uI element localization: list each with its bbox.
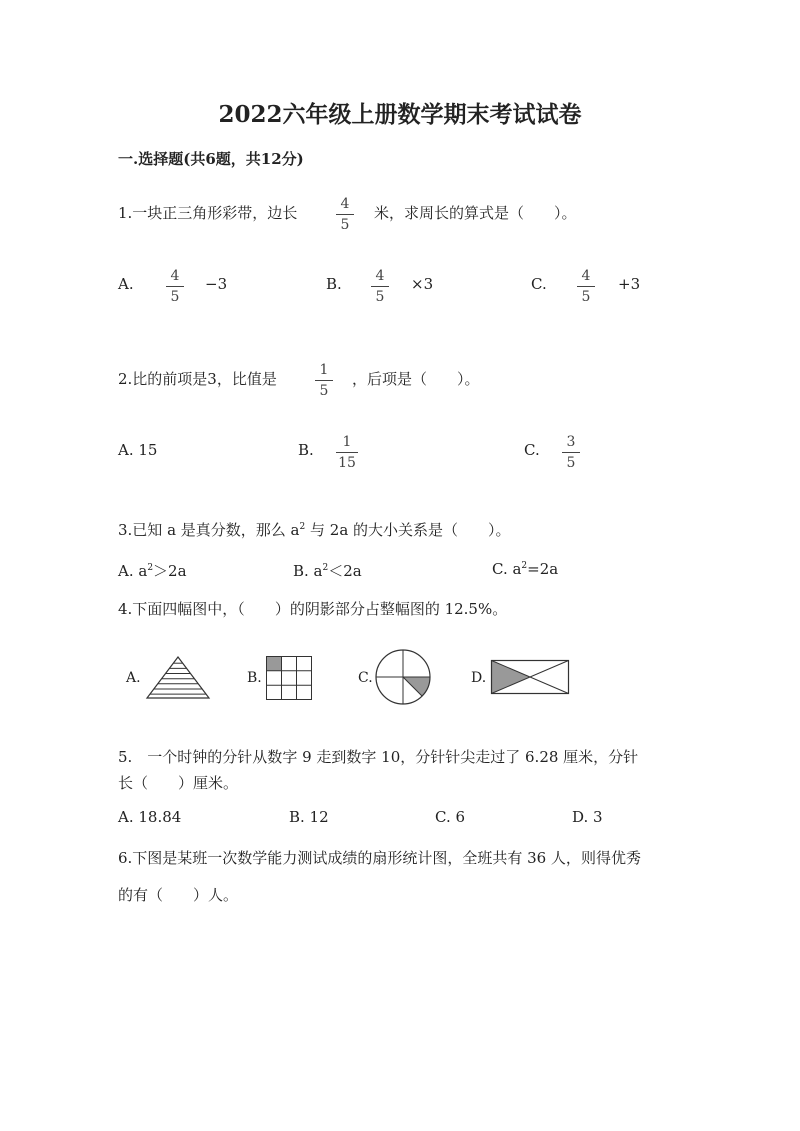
q1-option-b-label[interactable]: B. [326, 275, 342, 293]
q1-option-a-fraction [163, 268, 187, 305]
q4-figure-a-striped-triangle [146, 656, 210, 700]
q4-figure-b-grid [266, 656, 312, 700]
fraction-denominator: 5 [170, 289, 180, 305]
fraction-denominator: 5 [319, 383, 329, 399]
q4-figure-c-circle [373, 647, 433, 707]
option-text: A. a [118, 562, 148, 580]
fraction-denominator: 5 [566, 455, 576, 471]
fraction-denominator: 5 [340, 217, 350, 233]
fraction-numerator: 4 [581, 268, 591, 284]
fraction-denominator: 15 [338, 455, 356, 471]
q1-option-b-fraction [368, 268, 392, 305]
q3-option-b[interactable] [293, 560, 362, 581]
fraction-numerator: 1 [342, 434, 352, 450]
q5-option-c[interactable]: C. 6 [435, 808, 466, 826]
q1-option-c-label[interactable]: C. [531, 275, 547, 293]
q2-option-b-fraction [333, 434, 361, 471]
option-text: C. a [492, 560, 522, 578]
q3-text-part2: 与 2a 的大小关系是（ ）。 [310, 521, 511, 539]
q5-option-a[interactable]: A. 18.84 [118, 808, 182, 826]
q1-fraction [333, 196, 357, 233]
q3-text-part1: 3.已知 a 是真分数，那么 a [118, 521, 300, 539]
option-text: B. a [293, 562, 323, 580]
q2-text-before: 2.比的前项是3，比值是 [118, 370, 277, 388]
q1-option-a-suffix: −3 [205, 275, 228, 293]
fraction-numerator: 1 [319, 362, 329, 378]
q5-option-d[interactable]: D. 3 [572, 808, 603, 826]
option-text: ＜2a [328, 562, 362, 580]
q4-figure-a-label[interactable]: A. [126, 670, 141, 686]
fraction-numerator: 4 [375, 268, 385, 284]
q3-option-a[interactable] [118, 560, 187, 581]
q1-option-c-fraction [574, 268, 598, 305]
q5-option-b[interactable]: B. 12 [289, 808, 329, 826]
q5-text-line2: 长（ ）厘米。 [118, 774, 239, 792]
q2-option-c-fraction [559, 434, 583, 471]
superscript: 2 [521, 561, 528, 571]
q3-text [118, 519, 511, 540]
q2-option-c-label[interactable]: C. [524, 441, 540, 459]
q1-option-b-suffix: ×3 [411, 275, 434, 293]
q4-figure-c-label[interactable]: C. [358, 670, 373, 686]
q1-option-c-suffix: +3 [618, 275, 641, 293]
q1-text-before: 1.一块正三角形彩带，边长 [118, 204, 298, 222]
option-text: ＞2a [153, 562, 187, 580]
page-title: 2022六年级上册数学期末考试试卷 [218, 101, 582, 128]
q1-option-a-label[interactable]: A. [118, 275, 134, 293]
superscript: 2 [322, 563, 329, 573]
q4-figure-d-rectangle [491, 660, 569, 694]
fraction-numerator: 3 [566, 434, 576, 450]
superscript: 2 [147, 563, 154, 573]
q3-option-c[interactable] [492, 560, 558, 578]
q6-text-line2: 的有（ ）人。 [118, 886, 239, 904]
option-text: =2a [527, 560, 559, 578]
fraction-denominator: 5 [375, 289, 385, 305]
q2-fraction [312, 362, 336, 399]
fraction-numerator: 4 [340, 196, 350, 212]
q4-figure-d-label[interactable]: D. [471, 670, 487, 686]
superscript: 2 [299, 522, 306, 532]
q2-option-b-label[interactable]: B. [298, 441, 314, 459]
fraction-numerator: 4 [170, 268, 180, 284]
q2-option-a[interactable]: A. 15 [118, 441, 158, 459]
q2-text-after: ，后项是（ ）。 [352, 370, 480, 388]
q4-figure-b-label[interactable]: B. [247, 670, 262, 686]
q5-text-line1: 5. 一个时钟的分针从数字 9 走到数字 10，分针针尖走过了 6.28 厘米，分针 [118, 748, 639, 766]
fraction-denominator: 5 [581, 289, 591, 305]
q4-text: 4.下面四幅图中，（ ）的阴影部分占整幅图的 12.5%。 [118, 600, 508, 618]
q1-text-after: 米，求周长的算式是（ ）。 [374, 204, 577, 222]
section-heading: 一.选择题(共6题，共12分) [118, 150, 304, 168]
q6-text-line1: 6.下图是某班一次数学能力测试成绩的扇形统计图，全班共有 36 人，则得优秀 [118, 849, 641, 867]
